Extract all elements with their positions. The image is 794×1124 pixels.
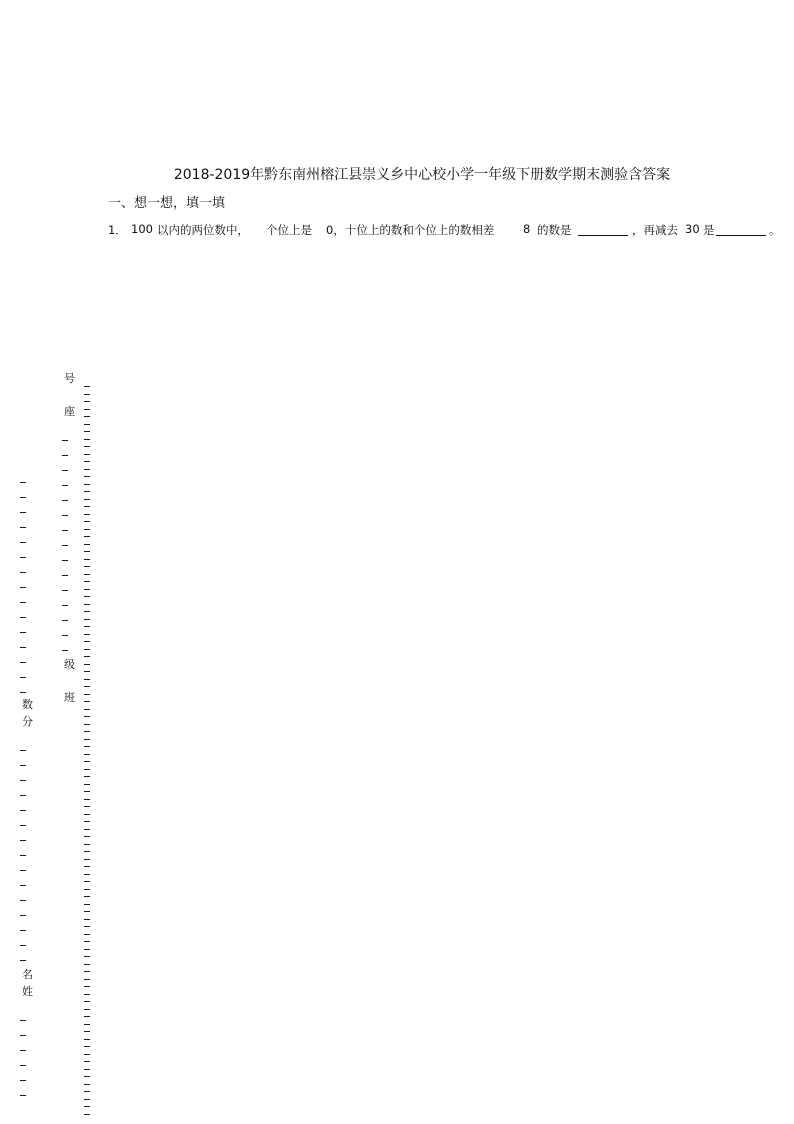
binding-dash (84, 1084, 90, 1085)
binding-dash (20, 512, 26, 513)
binding-dash (84, 874, 90, 875)
seat-number-label: 座 (64, 405, 75, 418)
binding-dash (84, 461, 90, 462)
binding-dash (84, 851, 90, 852)
binding-dash (84, 971, 90, 972)
question-text: 个位上是 (266, 223, 312, 237)
binding-dash (84, 829, 90, 830)
binding-dash (84, 979, 90, 980)
binding-dash (62, 470, 68, 471)
binding-dash (62, 560, 68, 561)
binding-dash (84, 499, 90, 500)
binding-dash (84, 1069, 90, 1070)
binding-dash (84, 701, 90, 702)
binding-dash (84, 476, 90, 477)
binding-dash (84, 836, 90, 837)
binding-dash (84, 881, 90, 882)
binding-dash (62, 620, 68, 621)
binding-dash (84, 386, 90, 387)
binding-dash (84, 926, 90, 927)
binding-dash (84, 431, 90, 432)
binding-dash (84, 739, 90, 740)
binding-dash (84, 806, 90, 807)
binding-dash (84, 709, 90, 710)
binding-dash (20, 647, 26, 648)
binding-dash (20, 1035, 26, 1036)
binding-dash (20, 885, 26, 886)
binding-dash (20, 855, 26, 856)
binding-dash (84, 964, 90, 965)
seat-number-label: 号 (64, 372, 75, 385)
binding-dash (62, 500, 68, 501)
binding-dash (84, 1054, 90, 1055)
binding-dash (62, 545, 68, 546)
binding-dash (84, 1106, 90, 1107)
binding-dash (84, 566, 90, 567)
binding-dash (20, 1050, 26, 1051)
binding-dash (84, 986, 90, 987)
binding-dash (20, 1095, 26, 1096)
answer-blank-2[interactable] (716, 235, 766, 236)
binding-dash (84, 866, 90, 867)
question-text: 30 (685, 222, 700, 236)
binding-dash (20, 1065, 26, 1066)
name-label: 名 (22, 968, 33, 981)
question-number: 1． (108, 223, 127, 237)
binding-dash (20, 960, 26, 961)
binding-dash (84, 559, 90, 560)
binding-dash (20, 617, 26, 618)
binding-dash (84, 514, 90, 515)
binding-dash (84, 394, 90, 395)
binding-dash (62, 440, 68, 441)
name-label: 姓 (22, 985, 33, 998)
binding-dash (20, 572, 26, 573)
binding-dash (84, 761, 90, 762)
binding-dash (84, 716, 90, 717)
binding-dash (84, 1024, 90, 1025)
score-label: 数 (22, 698, 33, 711)
binding-dash (84, 409, 90, 410)
question-text: 。 (769, 223, 781, 237)
binding-dash (84, 956, 90, 957)
binding-dash (84, 401, 90, 402)
question-text: 以内的两位数中， (157, 223, 249, 237)
question-text: ，再减去 (632, 223, 678, 237)
binding-dash (20, 1080, 26, 1081)
binding-dash (84, 671, 90, 672)
question-text: 8 (523, 222, 531, 236)
binding-dash (84, 1046, 90, 1047)
binding-dash (20, 915, 26, 916)
binding-dash (84, 469, 90, 470)
binding-dash (84, 544, 90, 545)
binding-dash (84, 1039, 90, 1040)
binding-dash (20, 810, 26, 811)
binding-dash (84, 439, 90, 440)
binding-dash (84, 611, 90, 612)
binding-dash (84, 904, 90, 905)
binding-dash (20, 900, 26, 901)
binding-dash (84, 454, 90, 455)
binding-dash (62, 650, 68, 651)
binding-dash (20, 765, 26, 766)
binding-dash (84, 934, 90, 935)
binding-dash (84, 1061, 90, 1062)
binding-dash (84, 1009, 90, 1010)
binding-dash (20, 482, 26, 483)
binding-dash (84, 536, 90, 537)
binding-dash (20, 692, 26, 693)
binding-dash (20, 527, 26, 528)
binding-dash (84, 596, 90, 597)
binding-dash (20, 497, 26, 498)
binding-dash (84, 529, 90, 530)
binding-dash (62, 590, 68, 591)
binding-dash (84, 619, 90, 620)
binding-dash (84, 656, 90, 657)
class-label: 班 (64, 691, 75, 704)
binding-dash (84, 551, 90, 552)
binding-dash (84, 791, 90, 792)
question-text: 0，十位上的数和个位上的数相差 (326, 223, 495, 237)
binding-dash (84, 724, 90, 725)
binding-dash (84, 746, 90, 747)
binding-dash (62, 485, 68, 486)
answer-blank-1[interactable] (578, 235, 628, 236)
binding-dash (84, 491, 90, 492)
binding-dash (20, 945, 26, 946)
binding-dash (84, 1099, 90, 1100)
binding-dash (20, 795, 26, 796)
binding-dash (84, 941, 90, 942)
binding-dash (84, 589, 90, 590)
binding-dash (62, 575, 68, 576)
binding-dash (20, 587, 26, 588)
binding-dash (84, 679, 90, 680)
binding-dash (84, 896, 90, 897)
binding-dash (62, 455, 68, 456)
class-label: 级 (64, 658, 75, 671)
binding-dash (84, 754, 90, 755)
question-text: 的数是 (537, 223, 572, 237)
binding-dash (84, 649, 90, 650)
binding-dash (20, 780, 26, 781)
page-title: 2018-2019年黔东南州榕江县崇义乡中心校小学一年级下册数学期末测验含答案 (173, 167, 671, 183)
binding-dash (84, 581, 90, 582)
binding-dash (84, 994, 90, 995)
binding-dash (84, 1031, 90, 1032)
binding-dash (84, 574, 90, 575)
binding-dash (84, 424, 90, 425)
binding-dash (84, 641, 90, 642)
binding-dash (84, 821, 90, 822)
binding-dash (84, 1091, 90, 1092)
binding-dash (84, 799, 90, 800)
binding-dash (20, 1020, 26, 1021)
binding-dash (84, 889, 90, 890)
binding-dash (84, 1076, 90, 1077)
binding-dash (84, 1001, 90, 1002)
binding-dash (20, 632, 26, 633)
binding-dash (84, 484, 90, 485)
binding-dash (62, 530, 68, 531)
binding-dash (84, 506, 90, 507)
binding-dash (20, 602, 26, 603)
binding-dash (20, 557, 26, 558)
binding-dash (84, 604, 90, 605)
binding-dash (84, 911, 90, 912)
binding-dash (84, 416, 90, 417)
binding-dash (84, 776, 90, 777)
binding-dash (84, 919, 90, 920)
binding-dash (84, 731, 90, 732)
binding-dash (84, 784, 90, 785)
binding-dash (84, 769, 90, 770)
binding-dash (20, 840, 26, 841)
binding-dash (62, 515, 68, 516)
binding-dash (20, 930, 26, 931)
binding-dash (84, 1114, 90, 1115)
binding-dash (84, 814, 90, 815)
binding-dash (84, 694, 90, 695)
binding-dash (20, 870, 26, 871)
binding-dash (20, 662, 26, 663)
binding-dash (20, 677, 26, 678)
section-heading: 一、想一想，填一填 (108, 196, 226, 211)
question-text: 100 (131, 222, 153, 236)
binding-dash (84, 859, 90, 860)
binding-dash (84, 521, 90, 522)
score-label: 分 (22, 715, 33, 728)
question-text: 是 (703, 223, 715, 237)
binding-dash (20, 750, 26, 751)
binding-dash (62, 635, 68, 636)
binding-dash (84, 446, 90, 447)
binding-dash (84, 634, 90, 635)
binding-dash (20, 542, 26, 543)
binding-dash (84, 949, 90, 950)
binding-dash (62, 605, 68, 606)
binding-dash (84, 1016, 90, 1017)
binding-dash (20, 825, 26, 826)
binding-dash (84, 626, 90, 627)
binding-dash (84, 844, 90, 845)
binding-dash (84, 664, 90, 665)
binding-dash (84, 686, 90, 687)
